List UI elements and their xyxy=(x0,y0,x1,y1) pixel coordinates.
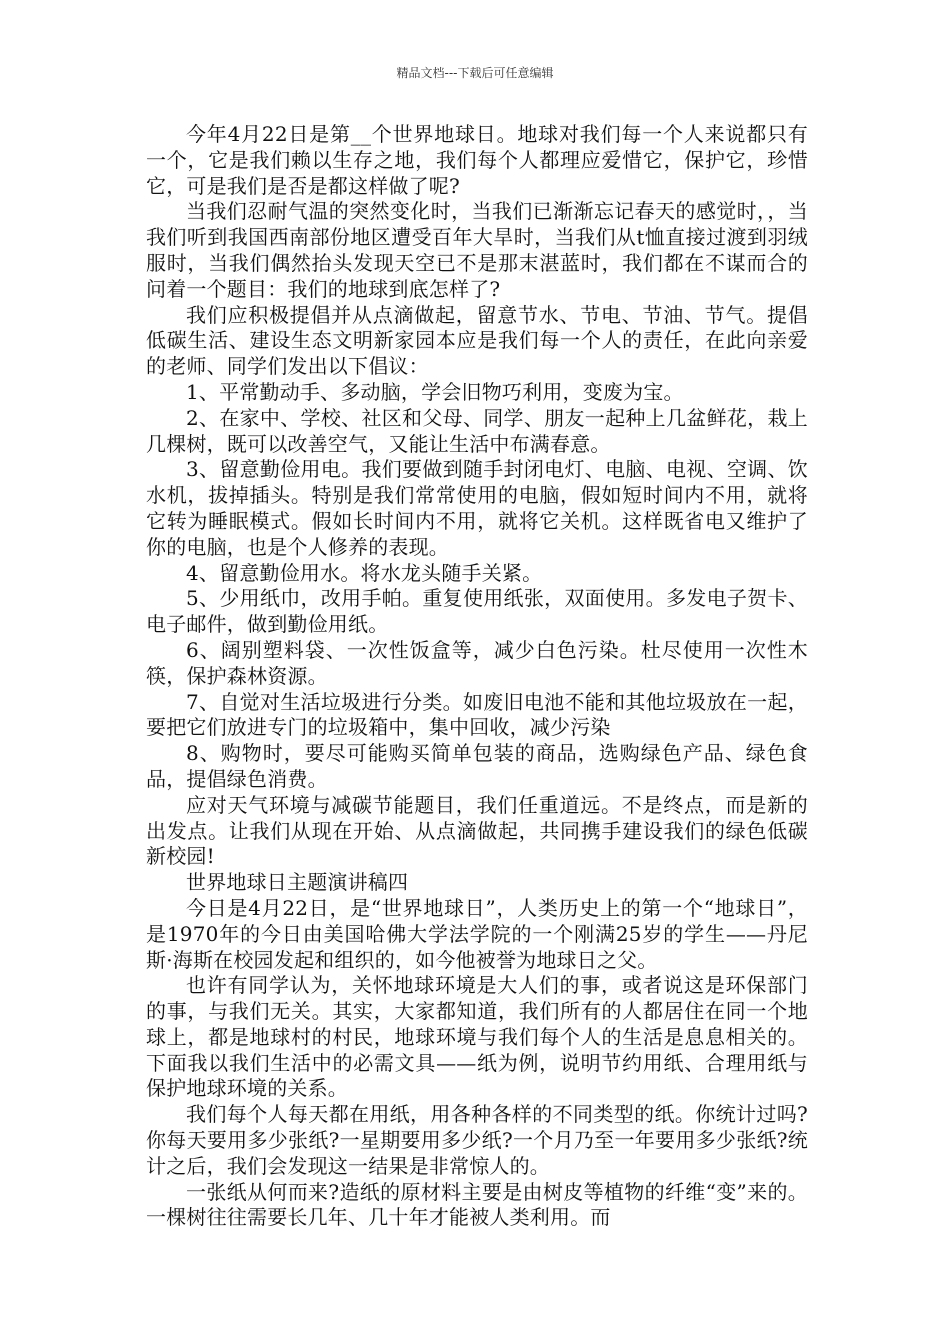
list-item-3: 3、留意勤俭用电。我们要做到随手封闭电灯、电脑、电视、空调、饮水机，拔掉插头。特别是我们常常使用的电脑，假如短时间内不用，就将它转为睡眠模式。假如长时间内不用，就将它关机。这样既省电又维护了你的电脑，也是个人修养的表现。 xyxy=(146,457,808,559)
section-title: 世界地球日主题演讲稿四 xyxy=(186,870,409,895)
list-item-2: 2、在家中、学校、社区和父母、同学、朋友一起种上几盆鲜花，栽上几棵树，既可以改善空气，又能让生活中布满春意。 xyxy=(146,405,808,456)
document-body xyxy=(146,122,808,1231)
paragraph-4: 今日是4月22日，是“世界地球日”，人类历史上的第一个“地球日”，是1970年的今日由美国哈佛大学法学院的一个刚满25岁的学生——丹尼斯·海斯在校园发起和组织的，如今他被誉为地球日之父。 xyxy=(146,895,808,972)
paragraph-1: 今年4月22日是第__个世界地球日。地球对我们每一个人来说都只有一个，它是我们赖以生存之地，我们每个人都理应爱惜它，保护它，珍惜它，可是我们是否是都这样做了呢? xyxy=(146,122,808,198)
paragraph-3: 我们应积极提倡并从点滴做起，留意节水、节电、节油、节气。提倡低碳生活、建设生态文明新家园本应是我们每一个人的责任，在此向亲爱的老师、同学们发出以下倡议： xyxy=(146,302,808,379)
list-item-4: 4、留意勤俭用水。将水龙头随手关紧。 xyxy=(186,560,543,585)
list-item-7: 7、自觉对生活垃圾进行分类。如废旧电池不能和其他垃圾放在一起，要把它们放进专门的垃圾箱中，集中回收，减少污染 xyxy=(146,689,808,740)
paragraph-7: 一张纸从何而来?造纸的原材料主要是由树皮等植物的纤维“变”来的。一棵树往往需要长几年、几十年才能被人类利用。而 xyxy=(146,1179,808,1230)
list-item-6: 6、阔别塑料袋、一次性饭盒等，减少白色污染。杜尽使用一次性木筷，保护森林资源。 xyxy=(146,637,808,688)
paragraph-closing: 应对天气环境与减碳节能题目，我们任重道远。不是终点，而是新的出发点。让我们从现在开始、从点滴做起，共同携手建设我们的绿色低碳新校园! xyxy=(146,792,808,869)
page-header: 精品文档---下载后可任意编辑 xyxy=(396,66,554,80)
paragraph-2: 当我们忍耐气温的突然变化时，当我们已渐渐忘记春天的感觉时，，当我们听到我国西南部份地区遭受百年大旱时，当我们从t恤直接过渡到羽绒服时，当我们偶然抬头发现天空已不是那末湛蓝时，我们都在不谋而合的问着一个题目：我们的地球到底怎样了? xyxy=(146,199,808,301)
list-item-8: 8、购物时，要尽可能购买简单包装的商品，选购绿色产品、绿色食品，提倡绿色消费。 xyxy=(146,741,808,791)
paragraph-6: 我们每个人每天都在用纸，用各种各样的不同类型的纸。你统计过吗?你每天要用多少张纸?一星期要用多少纸?一个月乃至一年要用多少张纸?统计之后，我们会发现这一结果是非常惊人的。 xyxy=(146,1102,808,1178)
list-item-1: 1、平常勤动手、多动脑，学会旧物巧利用，变废为宝。 xyxy=(186,379,684,404)
paragraph-5: 也许有同学认为，关怀地球环境是大人们的事，或者说这是环保部门的事，与我们无关。其实，大家都知道，我们所有的人都居住在同一个地球上，都是地球村的村民，地球环境与我们每个人的生活是息息相关的。下面我以我们生活中的必需文具——纸为例，说明节约用纸、合理用纸与保护地球环境的关系。 xyxy=(146,973,808,1101)
list-item-5: 5、少用纸巾，改用手帕。重复使用纸张，双面使用。多发电子贺卡、电子邮件，做到勤俭用纸。 xyxy=(146,586,808,637)
